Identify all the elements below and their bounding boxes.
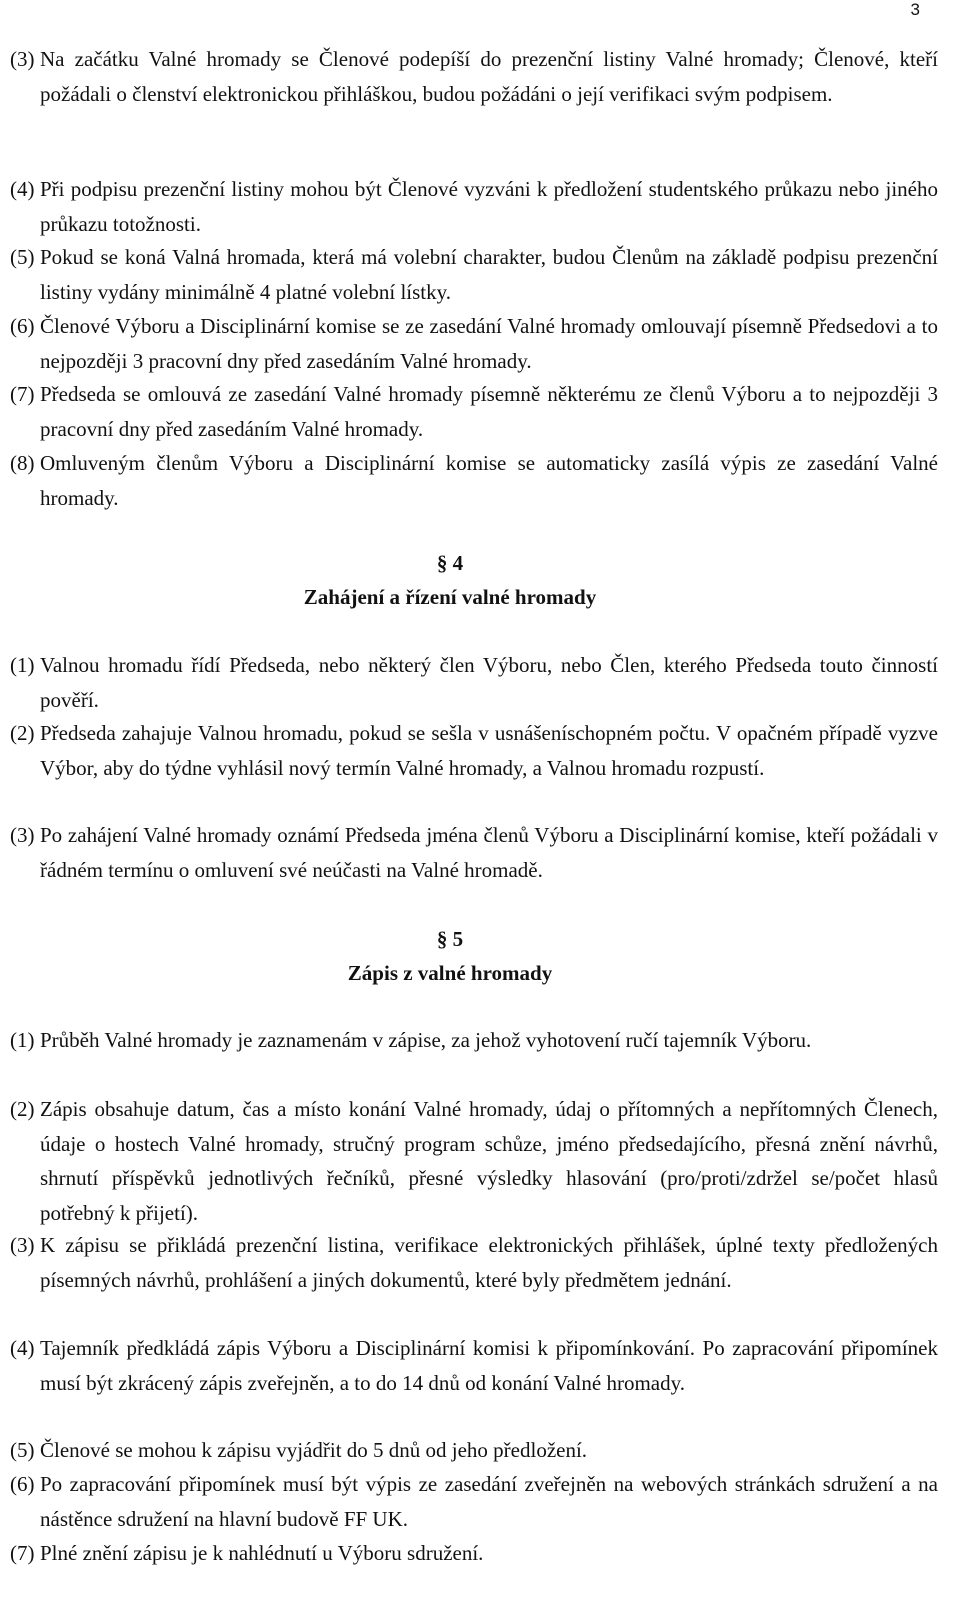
section-5-paragraph-6: [10, 1467, 938, 1536]
paragraph-number: (7): [10, 1541, 35, 1565]
paragraph-text: Průběh Valné hromady je zaznamenám v zápise, za jehož vyhotovení ručí tajemník Výboru.: [40, 1028, 812, 1052]
paragraph-text: Předseda se omlouvá ze zasedání Valné hromady písemně některému ze členů Výboru a to nejpozději 3 pracovní dny před zasedáním Valné hromady.: [40, 382, 938, 441]
section-number: § 5: [436, 927, 464, 951]
paragraph-number: (1): [10, 653, 35, 677]
paragraph-text: Omluveným členům Výboru a Disciplinární komise se automaticky zasílá výpis ze zasedání Valné hromady.: [40, 451, 938, 510]
paragraph-3: [10, 42, 938, 111]
section-4-heading: [0, 546, 900, 614]
paragraph-text: Členové se mohou k zápisu vyjádřit do 5 dnů od jeho předložení.: [40, 1438, 588, 1462]
paragraph-number: (4): [10, 177, 35, 201]
paragraph-text: Tajemník předkládá zápis Výboru a Disciplinární komisi k připomínkování. Po zapracování připomínek musí být zkrácený zápis zveřejněn, a to do 14 dnů od konání Valné hromady.: [40, 1336, 938, 1395]
paragraph-number: (6): [10, 1472, 35, 1496]
paragraph-5: [10, 240, 938, 309]
paragraph-number: (1): [10, 1028, 35, 1052]
section-4-paragraph-2: [10, 716, 938, 785]
paragraph-number: (2): [10, 1097, 35, 1121]
paragraph-number: (6): [10, 314, 35, 338]
paragraph-text: Valnou hromadu řídí Předseda, nebo některý člen Výboru, nebo Člen, kterého Předseda touto činností pověří.: [40, 653, 938, 712]
section-5-paragraph-5: [10, 1433, 938, 1468]
paragraph-text: Předseda zahajuje Valnou hromadu, pokud se sešla v usnášeníschopném počtu. V opačném případě vyzve Výbor, aby do týdne vyhlásil nový termín Valné hromady, a Valnou hromadu rozpustí.: [40, 721, 938, 780]
paragraph-text: Po zahájení Valné hromady oznámí Předseda jména členů Výboru a Disciplinární komise, kteří požádali v řádném termínu o omluvení své neúčasti na Valné hromadě.: [40, 823, 938, 882]
paragraph-number: (5): [10, 1438, 35, 1462]
paragraph-text: K zápisu se přikládá prezenční listina, verifikace elektronických přihlášek, úplné texty předložených písemných návrhů, prohlášení a jiných dokumentů, které byly předmětem jednání.: [40, 1233, 938, 1292]
paragraph-4: [10, 172, 938, 241]
paragraph-text: Zápis obsahuje datum, čas a místo konání Valné hromady, údaj o přítomných a nepřítomných Členech, údaje o hostech Valné hromady, stručný program schůze, jméno předsedajícího, přesná znění návrhů, shrnutí příspěvků jednotlivých řečníků, přesné výsledky hlasování (pro/proti/zdržel se/počet hlasů potřebný k přijetí).: [40, 1097, 938, 1225]
section-4-paragraph-1: [10, 648, 938, 717]
paragraph-text: Členové Výboru a Disciplinární komise se ze zasedání Valné hromady omlouvají písemně Předsedovi a to nejpozději 3 pracovní dny před zasedáním Valné hromady.: [40, 314, 938, 373]
section-5-paragraph-1: [10, 1023, 938, 1058]
paragraph-number: (3): [10, 1233, 35, 1257]
section-5-paragraph-4: [10, 1331, 938, 1400]
paragraph-7: [10, 377, 938, 446]
paragraph-number: (3): [10, 823, 35, 847]
paragraph-text: Při podpisu prezenční listiny mohou být Členové vyzváni k předložení studentského průkazu nebo jiného průkazu totožnosti.: [40, 177, 938, 236]
section-5-paragraph-7: [10, 1536, 938, 1571]
paragraph-number: (7): [10, 382, 35, 406]
paragraph-number: (5): [10, 245, 35, 269]
section-title: Zahájení a řízení valné hromady: [303, 585, 597, 609]
paragraph-number: (8): [10, 451, 35, 475]
section-5-paragraph-3: [10, 1228, 938, 1297]
page-number: 3: [910, 0, 920, 19]
paragraph-text: Na začátku Valné hromady se Členové podepíší do prezenční listiny Valné hromady; Členové, kteří požádali o členství elektronickou přihláškou, budou požádáni o její verifikaci svým podpisem.: [40, 47, 938, 106]
paragraph-8: [10, 446, 938, 515]
paragraph-number: (2): [10, 721, 35, 745]
paragraph-text: Po zapracování připomínek musí být výpis ze zasedání zveřejněn na webových stránkách sdružení a na nástěnce sdružení na hlavní budově FF UK.: [40, 1472, 938, 1531]
section-number: § 4: [436, 551, 464, 575]
paragraph-text: Plné znění zápisu je k nahlédnutí u Výboru sdružení.: [40, 1541, 484, 1565]
paragraph-number: (3): [10, 47, 35, 71]
section-5-heading: [0, 922, 900, 990]
section-title: Zápis z valné hromady: [347, 961, 553, 985]
paragraph-number: (4): [10, 1336, 35, 1360]
paragraph-text: Pokud se koná Valná hromada, která má volební charakter, budou Členům na základě podpisu prezenční listiny vydány minimálně 4 platné volební lístky.: [40, 245, 938, 304]
paragraph-6: [10, 309, 938, 378]
section-5-paragraph-2: [10, 1092, 938, 1230]
section-4-paragraph-3: [10, 818, 938, 887]
